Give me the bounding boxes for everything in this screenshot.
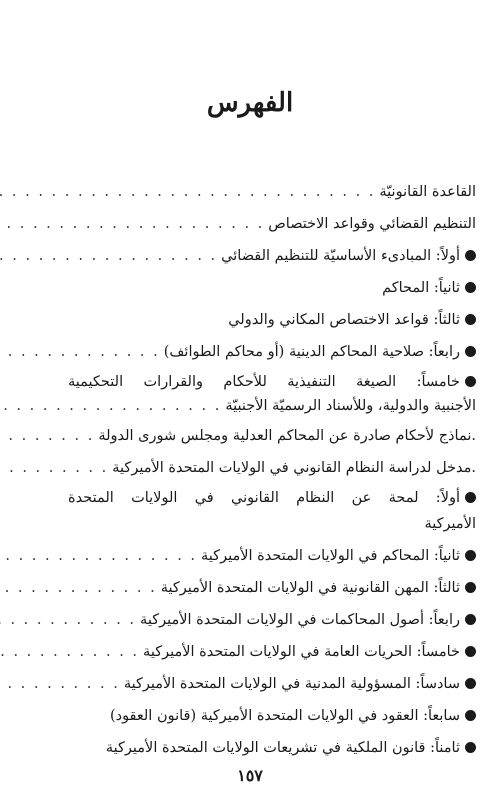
toc-entry: [28, 642, 476, 662]
bullet-icon: [465, 492, 476, 503]
bullet-icon: [465, 550, 476, 561]
page-number: ١٥٧: [237, 766, 263, 785]
dot-leader: [0, 610, 140, 630]
toc-entry: [28, 578, 476, 598]
toc-entry-title-line1: خامساً: الصيغة التنفيذية للأحكام والقرارات التحكيمية: [68, 374, 460, 390]
toc-entry: [28, 546, 476, 566]
bullet-icon: [465, 646, 476, 657]
toc-entry: [28, 674, 476, 694]
page-title: الفهرس: [206, 88, 294, 118]
toc-entry-title: التنظيم القضائي وقواعد الاختصاص: [268, 216, 476, 232]
dot-leader: [0, 426, 98, 446]
bullet-icon: [465, 710, 476, 721]
dot-leader: [0, 458, 112, 478]
toc-entry-title: القاعدة القانونيّة: [379, 184, 476, 200]
bullet-icon: [465, 376, 476, 387]
toc-entry: [28, 310, 476, 330]
toc-entry: [28, 706, 476, 726]
bullet-icon: [465, 614, 476, 625]
toc-entry: [28, 610, 476, 630]
toc-entry-title: سابعاً: العقود في الولايات المتحدة الأميركية (قانون العقود): [109, 708, 460, 724]
bullet-icon: [465, 346, 476, 357]
toc-entry: [28, 214, 476, 234]
toc-entry: [28, 738, 476, 758]
bullet-icon: [465, 314, 476, 325]
toc-entry-title-line2: الأجنبية والدولية، وللأسناد الرسميّة الأجنبيّة: [225, 398, 476, 414]
toc-entry-title: رابعاً: أصول المحاكمات في الولايات المتحدة الأميركية: [140, 612, 460, 628]
dot-leader: [0, 342, 164, 362]
toc-entry: [28, 458, 476, 478]
toc-entry-title: .نماذج لأحكام صادرة عن المحاكم العدلية ومجلس شورى الدولة: [98, 428, 476, 444]
toc-entry: [28, 372, 476, 416]
toc-entry: [28, 426, 476, 446]
toc-entry-title: ثالثاً: المهن القانونية في الولايات المتحدة الأميركية: [160, 580, 460, 596]
toc-entry-title: سادساً: المسؤولية المدنية في الولايات المتحدة الأميركية: [123, 676, 460, 692]
toc-entry-title: أولاً: المبادىء الأساسيّة للتنظيم القضائي: [221, 248, 460, 264]
dot-leader: [0, 642, 143, 662]
toc-entry: [28, 342, 476, 362]
toc-entry-title: ثامناً: قانون الملكية في تشريعات الولايات المتحدة الأميركية: [105, 740, 460, 756]
bullet-icon: [465, 742, 476, 753]
toc-entry-title-line1: أولاً: لمحة عن النظام القانوني في الولايات المتحدة: [68, 490, 460, 506]
toc-entry: [28, 488, 476, 534]
dot-leader: [0, 214, 268, 234]
toc-entry-title-line2: الأميركية: [424, 516, 476, 532]
dot-leader: [0, 546, 201, 566]
toc-entry-title: ثالثاً: قواعد الاختصاص المكاني والدولي: [228, 312, 460, 328]
dot-leader: [0, 396, 225, 416]
bullet-icon: [465, 678, 476, 689]
toc-entry-title: رابعاً: صلاحية المحاكم الدينية (أو محاكم الطوائف): [163, 344, 460, 360]
table-of-contents: [28, 182, 476, 758]
dot-leader: [0, 578, 161, 598]
bullet-icon: [465, 582, 476, 593]
toc-entry-title: ثانياً: المحاكم: [382, 280, 460, 296]
toc-entry-title: خامساً: الحريات العامة في الولايات المتحدة الأميركية: [143, 644, 460, 660]
dot-leader: [0, 674, 124, 694]
toc-entry-title: .مدخل لدراسة النظام القانوني في الولايات المتحدة الأميركية: [112, 460, 476, 476]
bullet-icon: [465, 282, 476, 293]
toc-entry: [28, 278, 476, 298]
toc-entry: [28, 246, 476, 266]
dot-leader: [0, 182, 379, 202]
dot-leader: [0, 246, 221, 266]
toc-entry-title: ثانياً: المحاكم في الولايات المتحدة الأميركية: [201, 548, 460, 564]
toc-entry: [28, 182, 476, 202]
bullet-icon: [465, 250, 476, 261]
